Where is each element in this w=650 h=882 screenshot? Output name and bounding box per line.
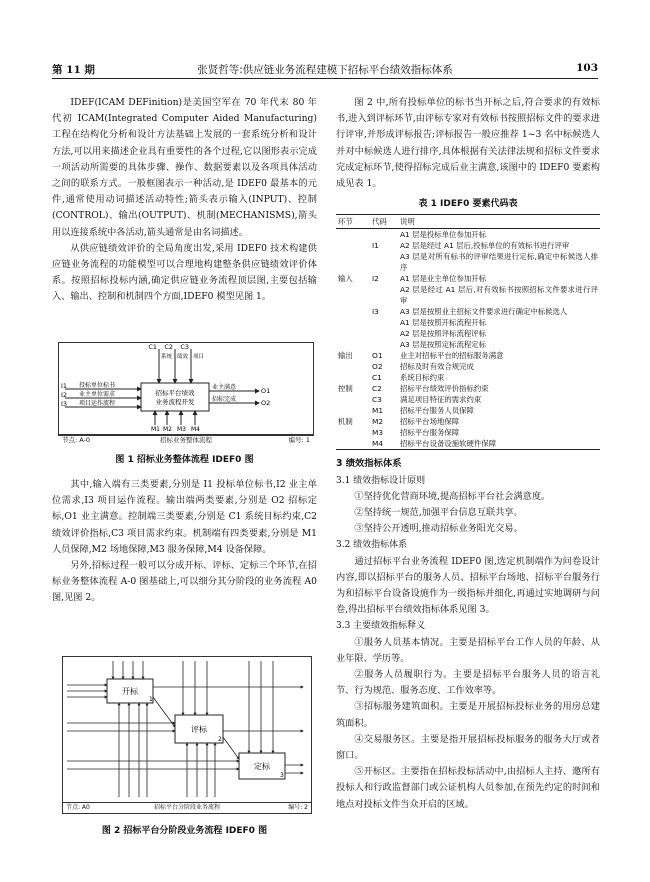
table-body [336,229,600,450]
table-cell-stage [336,251,370,273]
left-column [52,95,317,306]
table-cell-stage [336,284,370,306]
table-cell-desc: A1 层是投标单位参加开标 [400,230,487,240]
table-cell-code [370,317,398,328]
control-c2: C2 [164,343,173,351]
stage-label-2: 评标 [191,725,207,734]
stage-num-2: 2 [218,736,222,743]
fig2-title: 招标平台分阶段业务流程 [153,804,220,811]
control-label-1: 系统 [161,354,173,360]
table-cell-desc: 招标平台服务人员保障 [400,406,474,416]
input-i1: I1 [61,382,68,390]
table-cell-desc: 招标平台设备设施软硬件保障 [398,438,600,450]
table-cell-desc: A3 层是对所有标书的评审结果进行定标,确定中标候选人排序 [400,252,598,273]
output-o1: O1 [261,387,271,395]
table-cell-code: C1 [372,373,382,383]
table-cell-desc: 招标平台绩效评价指标约束 [400,384,489,394]
section-3-3-heading: 3.3 主要绩效指标释义 [336,621,426,632]
table-row [336,328,600,339]
table-row [336,438,600,450]
input-label-3: 项目运作流程 [79,400,116,407]
right-column [336,95,600,813]
issue-number: 第 11 期 [52,64,95,76]
table-row [336,273,600,284]
mech-m1: M1 [151,426,160,433]
table-cell-stage [336,372,370,383]
mech-m4: M4 [191,426,200,433]
table-row [336,229,600,241]
output-label-1: 业主满意 [212,384,237,391]
figure-2-caption: 图 2 招标平台分阶段业务流程 IDEF0 图 [101,826,268,836]
table-row [336,416,600,427]
table-row [336,361,600,372]
table-cell-desc: A3 层是按照定标流程定标 [400,340,487,350]
table-cell-desc: 招标平台场地保障 [400,417,460,427]
figure-2-diagram [62,656,312,814]
stage-label-1: 开标 [122,687,138,696]
input-i2: I2 [61,391,68,399]
control-label-3: 项目 [193,354,205,360]
control-c3: C3 [180,343,189,351]
table-cell-desc: A2 层是按照评标流程评标 [400,329,487,339]
table-cell-code: I1 [372,241,379,251]
table-row [336,339,600,350]
table-cell-desc: A1 层是按照开标流程开标 [400,318,487,328]
stage-num-1: 1 [149,696,153,703]
table-cell-code: M2 [372,417,384,427]
activity-box [141,383,209,411]
section-3-1-heading: 3.1 绩效指标设计原则 [336,475,426,486]
table-cell-stage [336,229,370,241]
fig2-number: 编号: 2 [288,804,308,811]
table-cell-code: O1 [372,351,383,361]
mech-m2: M2 [163,426,172,433]
running-header [52,62,598,79]
principle-1: ①坚持优化营商环境,提高招标平台社会满意度。 [354,490,551,502]
table-cell-code: M4 [370,438,398,450]
table-cell-desc: 招标及时有效合规完成 [400,362,474,372]
stage-num-3: 3 [280,772,284,779]
table-cell-desc: A2 层是经过 A1 层后,对有效标书按照招标文件要求进行评审 [400,285,598,306]
principle-2: ②坚持统一规范,加强平台信息互联共享。 [354,507,523,519]
paragraph-indicator-system: 通过招标平台业务流程 IDEF0 图,选定机制端作为问卷设计内容,即以招标平台的服务人员、招标平台场地、招标平台服务行为和招标平台设备设施作为一级指标并细化,再通过实地调研与问卷,得出招标平台绩效指标体系见图 3。 [336,555,600,616]
table-cell-stage [336,438,370,450]
fig1-title: 招标业务整体流程 [160,436,212,444]
fig1-number: 编号: 1 [288,436,310,444]
activity-label-2: 业务流程开发 [155,398,195,406]
table-head-stage: 环节 [336,215,370,229]
fig2-node: 节点: A0 [66,804,90,811]
table-cell-code: I2 [372,274,379,284]
table-cell-code [370,339,398,350]
table-cell-code [370,284,398,306]
table-cell-stage [336,328,370,339]
paragraph-stages: 另外,招标过程一般可以分成开标、评标、定标三个环节,在招标业务整体流程 A-0 图基础上,可以细分其分阶段的业务流程 A0 图,见图 2。 [52,560,317,604]
table-1-caption: 表 1 IDEF0 要素代码表 [418,199,518,210]
input-label-1: 投标单位标书 [79,382,116,389]
table-head-code: 代码 [370,215,398,229]
table-cell-desc: A3 层是按照业主招标文件要求进行确定中标候选人 [400,307,568,317]
figure-1-caption: 图 1 招标业务整体流程 IDEF0 图 [115,455,254,465]
table-cell-stage: 输入 [338,274,353,284]
definition-2: ②服务人员履职行为。主要是招标平台服务人员的语言礼节、行为规范、服务态度、工作效率等。 [336,669,600,697]
output-label-2: 招标完成 [212,396,237,403]
fig1-node: 节点: A-0 [62,436,91,444]
table-cell-code: O2 [372,362,383,372]
figure-2-footer [63,802,311,813]
table-row [336,405,600,416]
definition-3: ③招标服务建筑面积。主要是开展招标投标业务的用房总建筑面积。 [336,701,600,729]
table-cell-code: M3 [372,428,384,438]
section-3-heading: 3 绩效指标体系 [336,458,402,470]
table-row [336,306,600,317]
table-cell-desc: 满足项目特征的需求约束 [400,395,482,405]
table-cell-stage [336,317,370,328]
control-c1: C1 [148,343,157,351]
table-cell-code: M1 [372,406,384,416]
principle-3: ③坚持公开透明,推动招标业务阳光交易。 [354,523,523,535]
paragraph-model: 从供应链绩效评价的全局角度出发,采用 IDEF0 技术构建供应链业务流程的功能模型可以合理地构建整条供应链绩效评价体系。按照招标投标内涵,确定供应链业务流程顶层图,主要包括输入、输出、控制和机制四个方面,IDEF0 模型见图 1。 [52,242,317,303]
table-cell-code [370,328,398,339]
table-cell-code: I3 [372,307,379,317]
figure-1-footer [59,434,313,446]
table-cell-stage [336,394,370,405]
table-cell-code: C2 [372,384,382,394]
definition-1: ①服务人员基本情况。主要是招标平台工作人员的年龄、从业年限、学历等。 [336,636,600,664]
table-cell-code: C3 [372,395,382,405]
figure-1-diagram [58,342,314,444]
table-cell-desc: A1 层是业主单位参加开标 [400,274,487,284]
table-row [336,350,600,361]
mech-m3: M3 [177,426,186,433]
stage-label-3: 定标 [254,762,270,771]
table-cell-desc: 业主对招标平台的招标服务满意 [400,351,504,361]
table-row [336,240,600,251]
table-cell-stage: 输出 [338,351,353,361]
table-row [336,383,600,394]
table-cell-stage [336,361,370,372]
table-cell-stage [336,405,370,416]
table-cell-code [370,229,398,241]
table-cell-stage [336,240,370,251]
paragraph-fig2-desc: 图 2 中,所有投标单位的标书当开标之后,符合要求的有效标书,进入到评标环节,由评标专家对有效标书按照招标文件的要求进行评审,并形成评标报告;评标报告一般应推荐 1~3 名中标候选人并对中标候选人进行排序,具体根据有关法律法规和招标文件要求完成定标环节,使得招标完成后业主满意,该图中的 IDEF0 要素构成见表 1。 [336,97,600,190]
paragraph-elements: 其中,输入端有三类要素,分别是 I1 投标单位标书,I2 业主单位需求,I3 项目运作流程。输出端两类要素,分别是 O2 招标定标,O1 业主满意。控制端三类要素,分别是 C1 系统目标约束,C2 绩效评价指标,C3 项目需求约束。机制端有四类要素,分别是 M1 人员保障,M2 场地保障,M3 服务保障,M4 设备保障。 [52,479,317,555]
table-1 [336,214,600,450]
table-head-desc: 说明 [398,215,600,229]
table-cell-desc: A2 层是经过 A1 层后,投标单位的有效标书进行评审 [400,241,570,251]
control-label-2: 绩效 [177,354,189,360]
table-row [336,251,600,273]
table-cell-desc: 系统目标约束 [400,373,445,383]
table-row [336,372,600,383]
activity-label-1: 招标平台绩效 [155,389,195,397]
table-row [336,394,600,405]
table-row [336,284,600,306]
table-cell-code [370,251,398,273]
table-cell-stage: 机制 [338,417,353,427]
definition-4: ④交易服务区。主要是指开展招标投标服务的服务大厅或者窗口。 [336,733,600,762]
output-o2: O2 [261,399,271,407]
table-row [336,427,600,438]
table-cell-stage [336,427,370,438]
table-cell-stage [336,339,370,350]
input-label-2: 业主单位需求 [79,391,116,398]
paragraph-idef: IDEF(ICAM DEFinition)是美国空军在 70 年代末 80 年代初 ICAM(Integrated Computer Aided Manufacturing)工程在结构化分析和设计方法基础上发展的一套系统分析和设计方法,可以用来描述企业具有重要性的各个过程,它以图形表示完成一项活动所需要的具体步骤、操作、数据要素以及各项具体活动之间的联系方式。一般框图表示一种活动,是 IDEF0 最基本的元件,通常使用动词描述活动特性;箭头表示输入(INPUT)、控制(CONTROL)、输出(OUTPUT)、机制(MECHANISMS),箭头用以连接系统中各活动,箭头通常是由名词描述。 [52,97,317,238]
section-3-2-heading: 3.2 绩效指标体系 [336,540,408,551]
left-column-lower [52,477,317,607]
input-i3: I3 [61,400,68,408]
page-number: 103 [576,62,598,74]
table-row [336,317,600,328]
running-title: 张贤哲等:供应链业务流程建模下招标平台绩效指标体系 [197,64,453,76]
table-cell-desc: 招标平台服务保障 [400,428,460,438]
definition-5: ⑤开标区。主要指在招标投标活动中,由招标人主持、邀所有投标人和行政监督部门或公证机构人员参加,在预先约定的时间和地点对投标文件当众开启的区域。 [336,766,600,810]
table-cell-stage [336,306,370,317]
table-cell-stage: 控制 [338,384,353,394]
